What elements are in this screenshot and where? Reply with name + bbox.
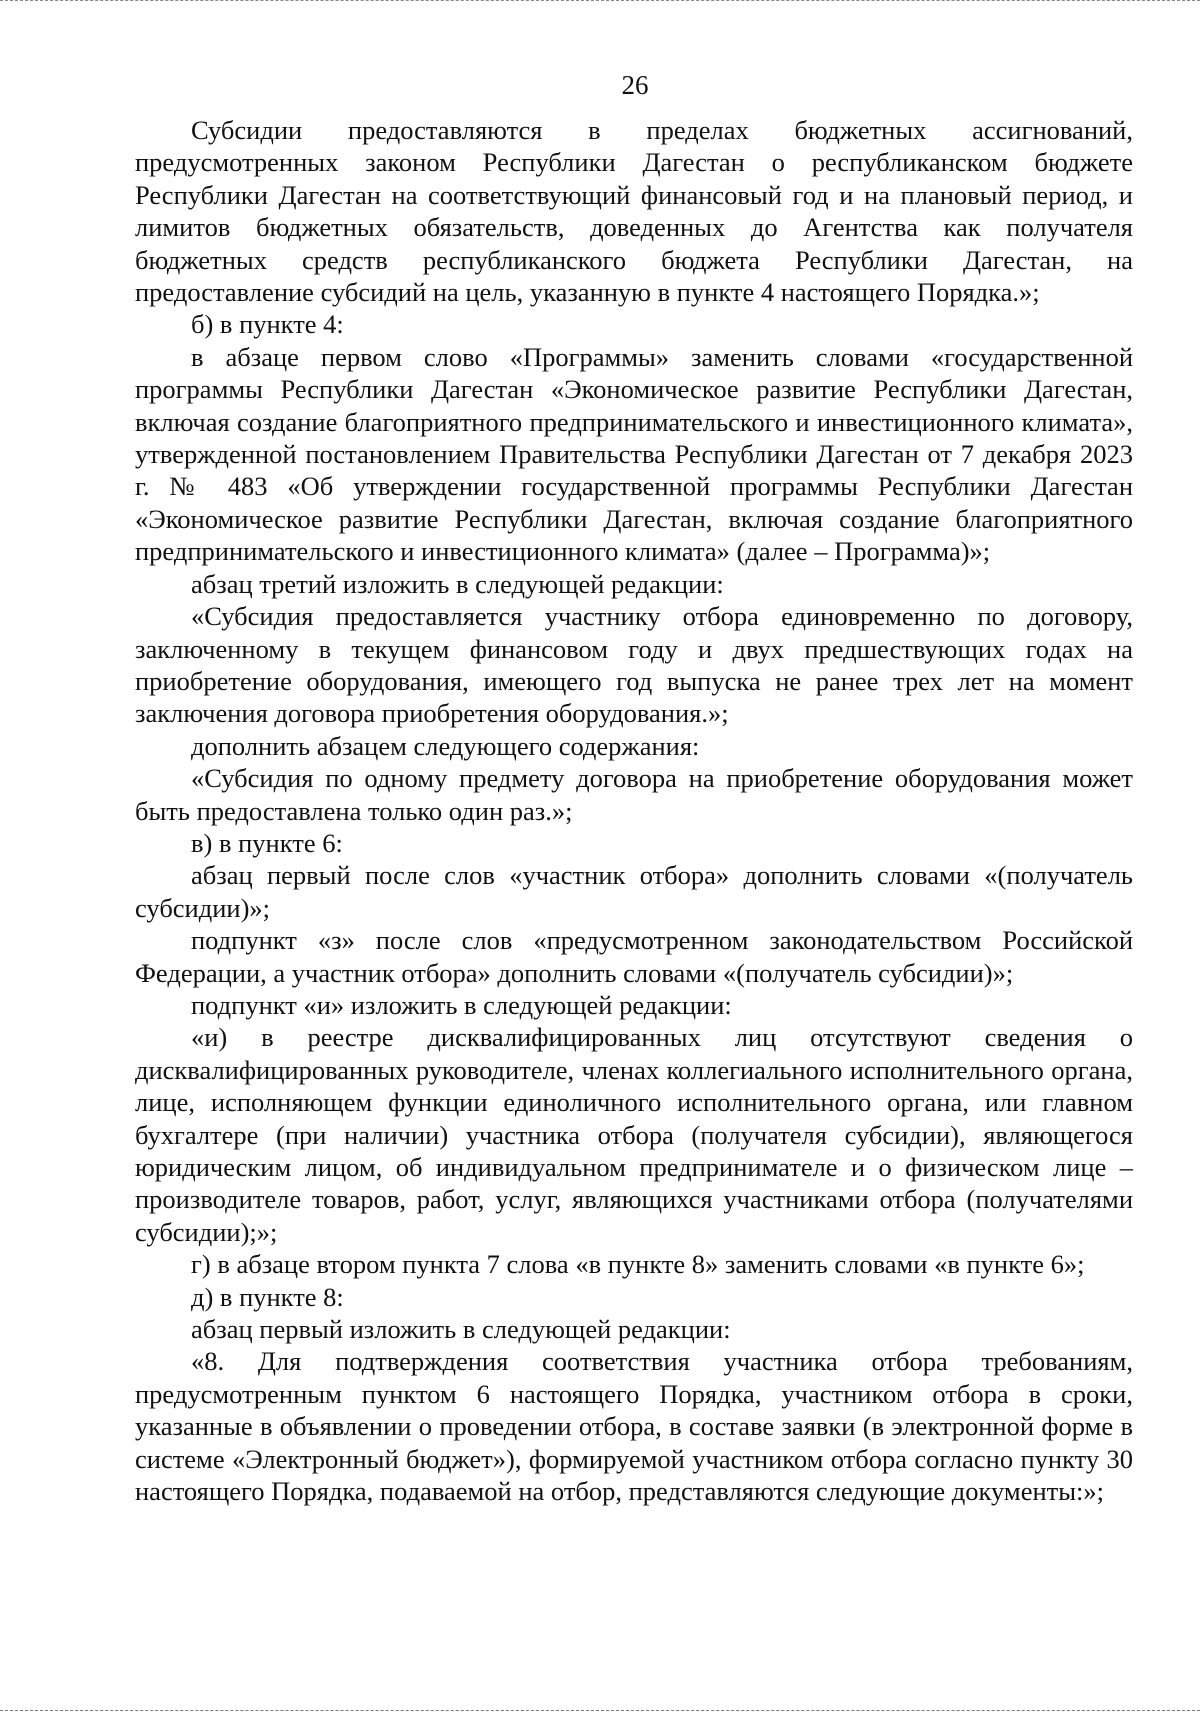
paragraph-subsidy-one-subject: «Субсидия по одному предмету договора на приобретение оборудования может быть предоставлена только один раз.»;: [135, 763, 1133, 826]
paragraph-third-abzac: абзац третий изложить в следующей редакции:: [191, 568, 724, 599]
page-number: 26: [621, 70, 649, 100]
paragraph-subsidies-limits: Субсидии предоставляются в пределах бюджетных ассигнований, предусмотренных законом Республики Дагестан о республиканском бюджете Республики Дагестан на соответствующий финансовый год и на плановый период, и лимитов бюджетных обязательств, доведенных до Агентства как получателя бюджетных средств республиканского бюджета Республики Дагестан, на предоставление субсидий на цель, указанную в пункте 4 настоящего Порядка.»;: [135, 115, 1133, 308]
scan-edge-bottom: [0, 1710, 1200, 1712]
paragraph-item-b: б) в пункте 4:: [191, 309, 344, 340]
paragraph-subitem-i-text: «и) в реестре дисквалифицированных лиц отсутствуют сведения о дисквалифицированных руководителе, членах коллегиального исполнительного органа, лице, исполняющем функции единоличного исполнительного органа, или главном бухгалтере (при наличии) участника отбора (получателя субсидии), являющегося юридическим лицом, об индивидуальном предпринимателе и о физическом лице – производителе товаров, работ, услуг, являющихся участниками отбора (получателями субсидии);»;: [135, 1022, 1133, 1247]
paragraph-point-8-text: «8. Для подтверждения соответствия участника отбора требованиям, предусмотренным пунктом 6 настоящего Порядка, участником отбора в сроки, указанные в объявлении о проведении отбора, в составе заявки (в электронной форме в системе «Электронный бюджет»), формируемой участником отбора согласно пункту 30 настоящего Порядка, подаваемой на отбор, представляются следующие документы:»;: [135, 1346, 1133, 1507]
paragraph-item-d: д) в пункте 8:: [191, 1281, 344, 1312]
document-body: [135, 114, 1133, 1507]
paragraph-add-abzac: дополнить абзацем следующего содержания:: [191, 730, 700, 761]
paragraph-subitem-i-intro: подпункт «и» изложить в следующей редакции:: [191, 989, 732, 1020]
paragraph-item-v: в) в пункте 6:: [191, 827, 343, 858]
paragraph-program-replacement: в абзаце первом слово «Программы» заменить словами «государственной программы Республики Дагестан «Экономическое развитие Республики Дагестан, включая создание благоприятного предпринимательского и инвестиционного климата», утвержденной постановлением Правительства Республики Дагестан от 7 декабря 2023 г. № 483 «Об утверждении государственной программы Республики Дагестан «Экономическое развитие Республики Дагестан, включая создание благоприятного предпринимательского и инвестиционного климата» (далее – Программа)»;: [135, 341, 1133, 567]
paragraph-subitem-z: подпункт «з» после слов «предусмотренном законодательством Российской Федерации, а участник отбора» дополнить словами «(получатель субсидии)»;: [135, 925, 1133, 988]
scan-edge-top: [0, 0, 1200, 2]
paragraph-first-abzac-edit: абзац первый изложить в следующей редакции:: [191, 1314, 731, 1345]
paragraph-subsidy-once-contract: «Субсидия предоставляется участнику отбора единовременно по договору, заключенному в текущем финансовом году и двух предшествующих годах на приобретение оборудования, имеющего год выпуска не ранее трех лет на момент заключения договора приобретения оборудования.»;: [135, 601, 1133, 729]
paragraph-first-abzac-addition: абзац первый после слов «участник отбора» дополнить словами «(получатель субсидии)»;: [135, 860, 1133, 923]
paragraph-item-g: г) в абзаце втором пункта 7 слова «в пункте 8» заменить словами «в пункте 6»;: [191, 1249, 1085, 1280]
